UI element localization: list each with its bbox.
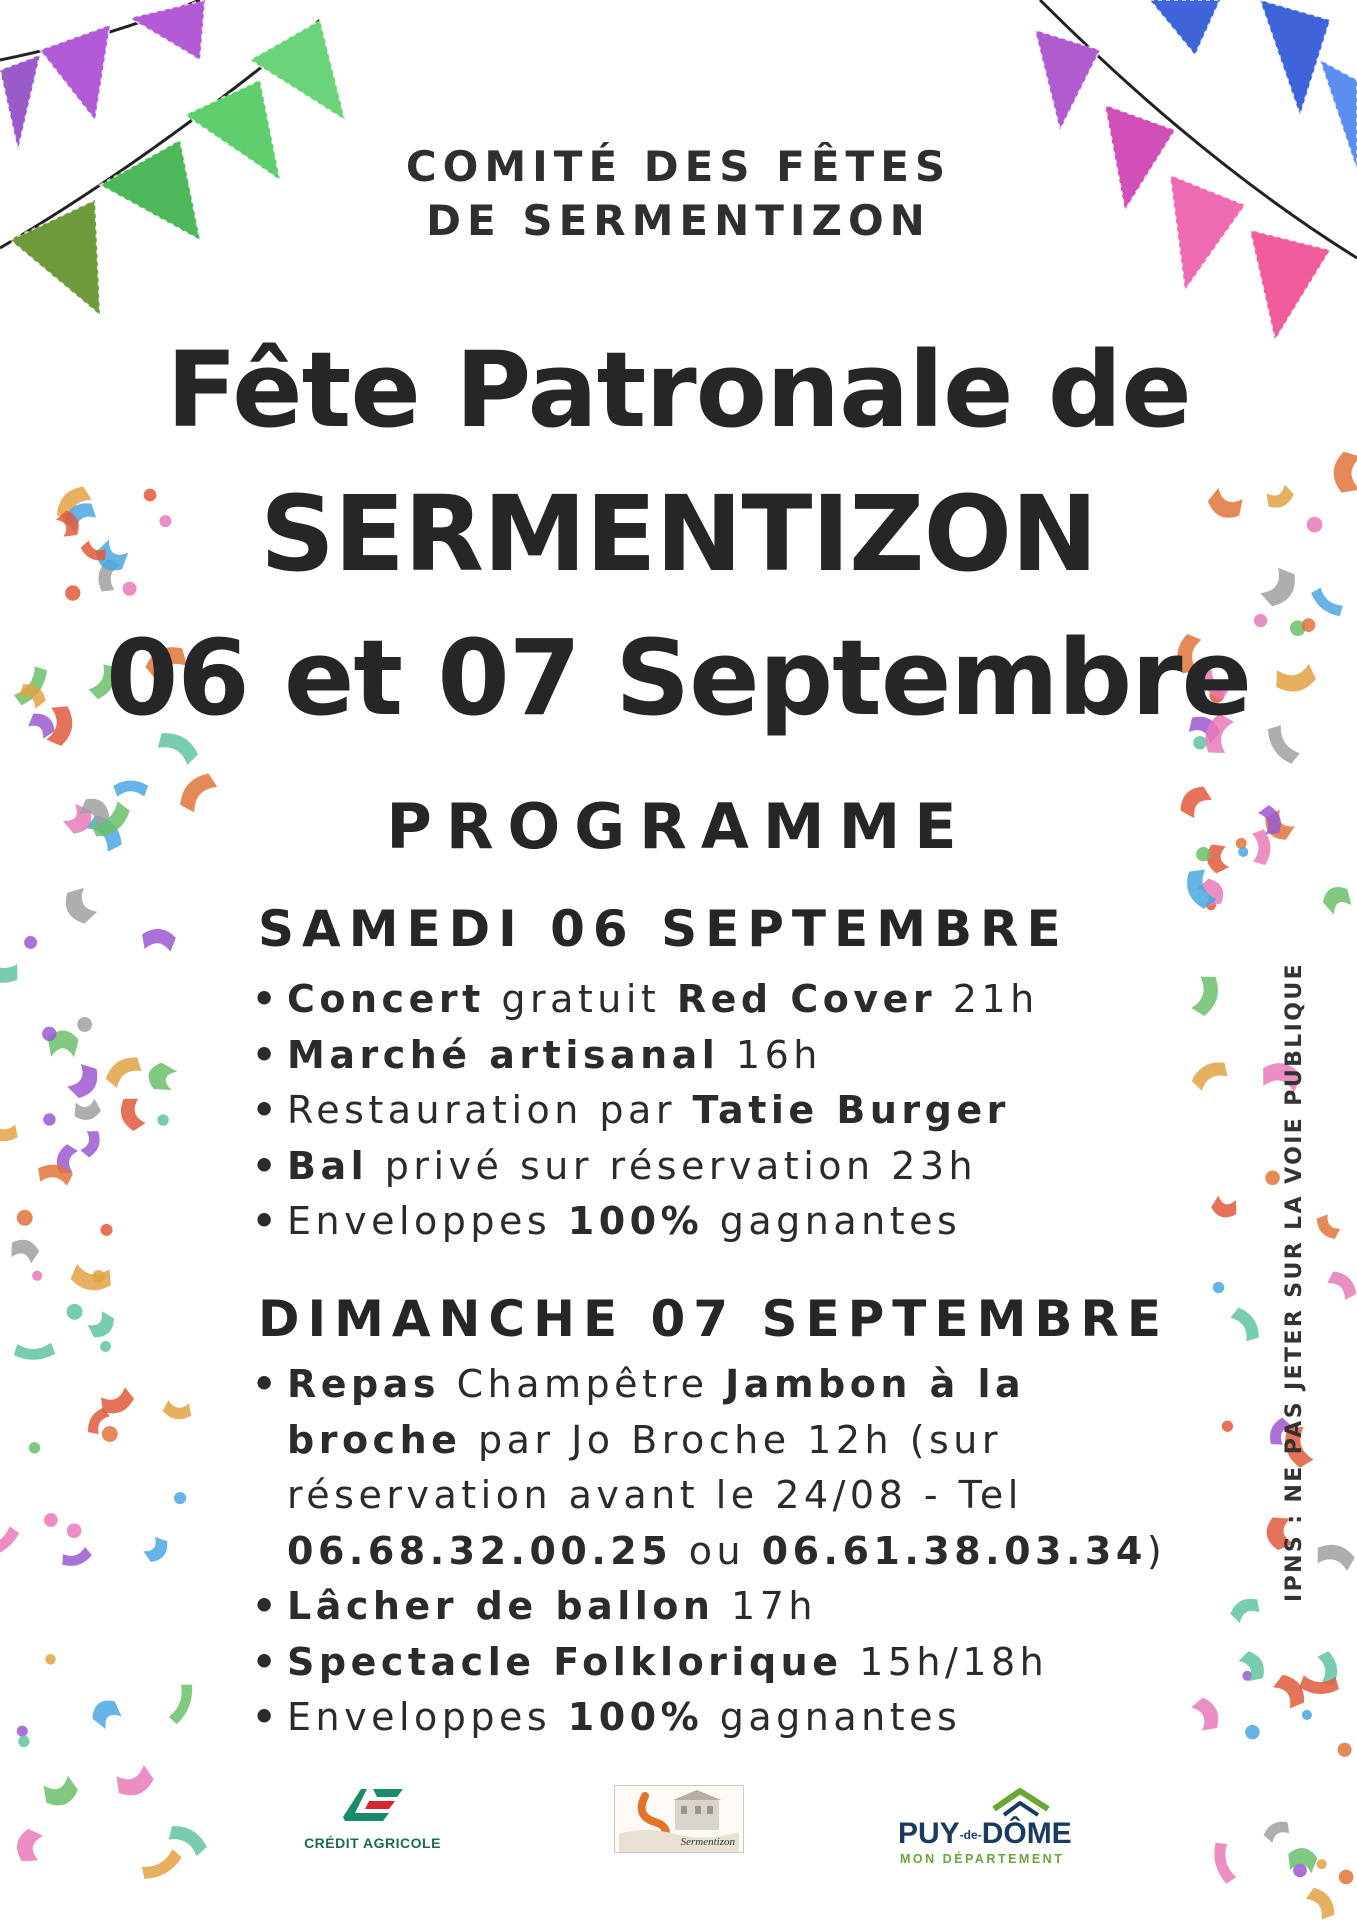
credit-agricole-label: CRÉDIT AGRICOLE	[304, 1835, 441, 1851]
sermentizon-label: Sermentizon	[680, 1836, 735, 1848]
mountain-icon	[898, 1785, 1090, 1819]
sunday-program-item	[252, 1635, 1166, 1691]
confetti-piece	[1319, 882, 1355, 917]
confetti-piece	[1325, 1267, 1357, 1303]
puy-de-dome-name-b: -de-	[959, 1828, 982, 1843]
program-text: ou	[672, 1528, 762, 1573]
confetti-piece	[72, 1098, 102, 1123]
saturday-program-list	[252, 972, 1039, 1250]
confetti-piece	[1188, 1057, 1231, 1093]
confetti-piece	[67, 1523, 82, 1538]
title-line-2: SERMENTIZON	[259, 473, 1098, 595]
credit-agricole-logo	[300, 1783, 445, 1851]
confetti-piece	[1314, 1541, 1357, 1572]
confetti-piece	[117, 1095, 147, 1133]
credit-agricole-emblem-icon	[333, 1783, 413, 1827]
confetti-piece	[1245, 1725, 1260, 1740]
confetti-piece	[59, 1546, 93, 1570]
saturday-program-item	[252, 1139, 1039, 1195]
confetti-piece	[1227, 1594, 1263, 1625]
confetti-piece	[1302, 1710, 1312, 1720]
confetti-piece	[60, 884, 100, 927]
program-text: Champêtre	[440, 1362, 726, 1406]
confetti-piece	[1190, 1695, 1224, 1735]
confetti-piece	[113, 1764, 157, 1801]
confetti-piece	[100, 1224, 112, 1236]
program-text: Lâcher de ballon	[287, 1584, 715, 1628]
confetti-piece	[141, 1534, 172, 1566]
puy-de-dome-subtitle: MON DÉPARTEMENT	[900, 1852, 1065, 1866]
program-text: 16h	[719, 1032, 822, 1077]
confetti-piece	[0, 1121, 19, 1143]
program-text: 21h	[936, 977, 1039, 1021]
confetti-piece	[1313, 1211, 1343, 1242]
confetti-piece	[167, 1681, 196, 1726]
program-text: 100%	[567, 1695, 704, 1739]
confetti-piece	[141, 927, 177, 952]
program-text: 100%	[567, 1199, 704, 1243]
sunday-heading: DIMANCHE 07 SEPTEMBRE	[258, 1290, 1170, 1348]
confetti-piece	[145, 1060, 178, 1094]
confetti-piece	[44, 1513, 58, 1527]
program-text: Restauration par	[287, 1088, 693, 1132]
programme-heading: PROGRAMME	[386, 790, 971, 863]
program-text: réservation avant le 24/08 - Tel	[287, 1473, 1023, 1517]
confetti-piece	[17, 1210, 33, 1226]
confetti-piece	[1303, 1884, 1339, 1920]
confetti-piece	[102, 1426, 118, 1442]
confetti-piece	[29, 1442, 40, 1453]
program-text: Spectacle Folklorique	[287, 1639, 843, 1684]
program-text: Enveloppes	[287, 1695, 568, 1739]
event-title	[0, 318, 1357, 750]
saturday-program-item	[252, 972, 1039, 1028]
confetti-piece	[65, 1061, 103, 1103]
confetti-piece	[24, 936, 37, 949]
confetti-piece	[1222, 1421, 1233, 1432]
program-text: Tatie Burger	[692, 1088, 1010, 1132]
program-text: 06.61.38.03.34	[761, 1528, 1147, 1573]
confetti-piece	[162, 1400, 193, 1422]
confetti-piece	[1228, 1304, 1264, 1344]
sunday-program-item	[252, 1468, 1166, 1524]
confetti-piece	[174, 1492, 186, 1504]
confetti-piece	[14, 1827, 44, 1864]
title-line-3: 06 et 07 Septembre	[105, 617, 1252, 739]
title-line-1: Fête Patronale de	[166, 329, 1191, 451]
confetti-piece	[42, 1027, 56, 1041]
confetti-piece	[17, 1726, 28, 1737]
confetti-piece	[85, 1308, 119, 1342]
sunday-program-item	[252, 1413, 1166, 1469]
program-text: 15h/18h	[842, 1639, 1049, 1684]
program-text: Repas	[287, 1362, 440, 1406]
saturday-program-item	[252, 1028, 1039, 1084]
confetti-piece	[0, 955, 21, 987]
confetti-piece	[139, 1847, 185, 1884]
confetti-piece	[0, 1524, 22, 1562]
confetti-piece	[87, 1695, 124, 1732]
confetti-piece	[1237, 1648, 1269, 1685]
organizer	[0, 140, 1357, 248]
program-text: Concert	[287, 977, 485, 1021]
sunday-program-item	[252, 1524, 1166, 1580]
program-text: Marché artisanal	[287, 1032, 720, 1077]
program-text: 17h	[714, 1584, 817, 1628]
sermentizon-logo	[614, 1785, 744, 1853]
confetti-piece	[79, 1128, 103, 1160]
saturday-program-item	[252, 1194, 1039, 1250]
confetti-piece	[102, 1052, 145, 1091]
program-text: Bal	[287, 1143, 369, 1188]
program-text: Jambon à la	[725, 1362, 1026, 1406]
confetti-piece	[8, 1236, 42, 1265]
puy-de-dome-name-a: PUY	[898, 1817, 960, 1850]
confetti-piece	[1338, 1743, 1352, 1757]
program-text: broche	[287, 1417, 462, 1462]
organizer-line-1: COMITÉ DES FÊTES	[405, 142, 952, 191]
program-text: gagnantes	[703, 1695, 962, 1739]
confetti-piece	[32, 1271, 42, 1281]
confetti-piece	[1213, 1282, 1225, 1294]
program-text: gratuit	[484, 977, 677, 1021]
saturday-heading: SAMEDI 06 SEPTEMBRE	[258, 900, 1069, 958]
program-text: privé sur réservation 23h	[368, 1143, 978, 1188]
confetti-piece	[1339, 1870, 1354, 1885]
sunday-program-item	[252, 1690, 1166, 1746]
program-text: )	[1146, 1528, 1167, 1573]
confetti-piece	[1209, 1194, 1239, 1220]
confetti-piece	[1317, 1859, 1327, 1869]
confetti-piece	[45, 1654, 55, 1664]
program-text: Red Cover	[676, 977, 937, 1021]
program-text: par Jo Broche 12h (sur	[461, 1417, 1003, 1462]
confetti-piece	[1261, 1817, 1293, 1844]
confetti-piece	[69, 1263, 113, 1293]
program-text: 06.68.32.00.25	[287, 1528, 673, 1573]
sunday-program-item	[252, 1357, 1166, 1413]
confetti-piece	[40, 1774, 81, 1810]
sunday-program-list	[252, 1357, 1166, 1746]
puy-de-dome-name	[898, 1817, 1072, 1851]
confetti-piece	[157, 1114, 168, 1125]
program-text: gagnantes	[703, 1199, 962, 1243]
puy-de-dome-name-c: DÔME	[981, 1817, 1072, 1850]
ipns-notice: IPNS : NE PAS JETER SUR LA VOIE PUBLIQUE	[1282, 961, 1307, 1602]
confetti-piece	[67, 1304, 83, 1320]
confetti-piece	[1265, 1171, 1280, 1186]
organizer-line-2: DE SERMENTIZON	[426, 196, 931, 245]
confetti-piece	[1210, 1840, 1237, 1885]
confetti-piece	[13, 1343, 55, 1361]
confetti-piece	[77, 1017, 92, 1032]
confetti-piece	[100, 1341, 111, 1352]
confetti-piece	[43, 1113, 55, 1125]
confetti-piece	[1190, 973, 1222, 1018]
saturday-program-item	[252, 1083, 1039, 1139]
sunday-program-item	[252, 1579, 1166, 1635]
confetti-piece	[18, 1736, 29, 1747]
program-text: Enveloppes	[287, 1199, 568, 1243]
